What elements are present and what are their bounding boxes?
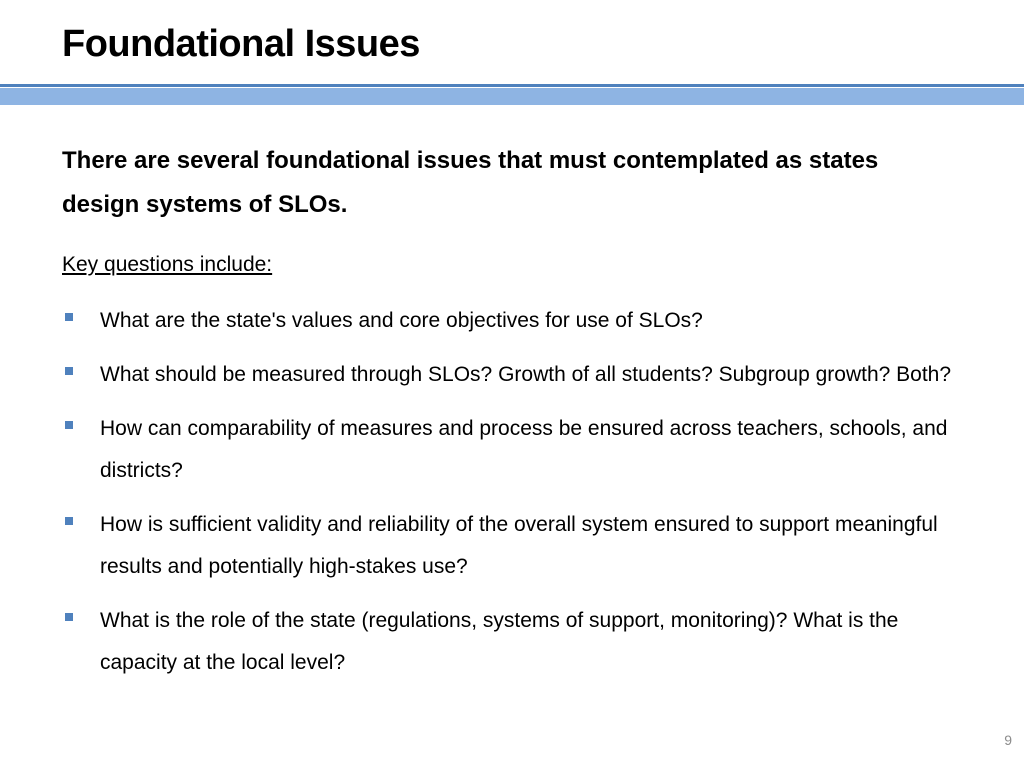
list-item-text: How is sufficient validity and reliability of the overall system ensured to support meaningful results and potentially high-stakes use? <box>100 513 938 578</box>
square-bullet-icon <box>65 367 73 375</box>
list-item-text: What is the role of the state (regulations, systems of support, monitoring)? What is the capacity at the local level? <box>100 609 899 674</box>
title-divider-line <box>0 84 1024 87</box>
list-item <box>62 408 962 492</box>
key-questions-label: Key questions include: <box>62 253 273 276</box>
list-item <box>62 300 962 342</box>
intro-text: There are several foundational issues that must contemplated as states design systems of SLOs. <box>62 147 879 218</box>
list-item <box>62 504 962 588</box>
list-item-text: How can comparability of measures and process be ensured across teachers, schools, and districts? <box>100 417 948 482</box>
list-item-text: What should be measured through SLOs? Growth of all students? Subgroup growth? Both? <box>100 363 952 386</box>
slide-title: Foundational Issues <box>62 23 420 65</box>
page-number: 9 <box>1004 732 1012 748</box>
square-bullet-icon <box>65 313 73 321</box>
square-bullet-icon <box>65 613 73 621</box>
list-item <box>62 600 962 684</box>
list-item-text: What are the state's values and core objectives for use of SLOs? <box>100 309 703 332</box>
list-item <box>62 354 962 396</box>
square-bullet-icon <box>65 517 73 525</box>
title-divider-band <box>0 88 1024 105</box>
questions-list <box>62 300 962 696</box>
square-bullet-icon <box>65 421 73 429</box>
